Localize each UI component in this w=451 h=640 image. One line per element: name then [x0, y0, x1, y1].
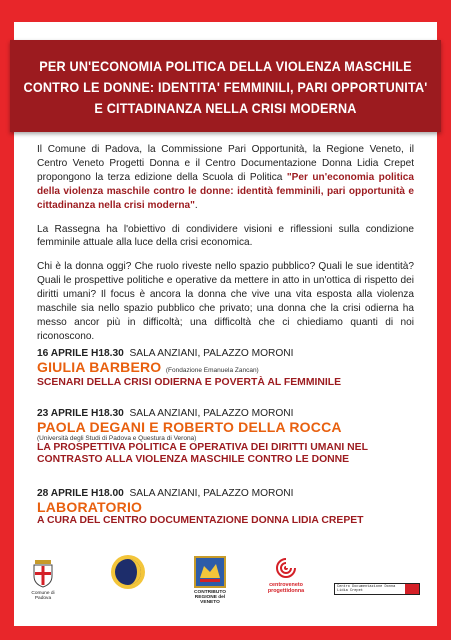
regione-caption: CONTRIBUTO REGIONE del VENETO [194, 590, 226, 605]
event-speaker: LABORATORIO [37, 499, 143, 515]
comune-caption: Comune di Padova [31, 591, 55, 601]
event-place: SALA ANZIANI, PALAZZO MORONI [129, 488, 294, 499]
event-date-line [37, 408, 417, 419]
event-2 [37, 408, 417, 466]
event-speaker: PAOLA DEGANI E ROBERTO DELLA ROCCA [37, 419, 342, 435]
crepet-logo [334, 583, 420, 595]
comune-crest-icon [30, 558, 56, 588]
event-date-line [37, 488, 417, 499]
event-place: SALA ANZIANI, PALAZZO MORONI [129, 348, 294, 359]
centroveneto-icon [274, 556, 298, 580]
event-affiliation: (Università degli Studi di Padova e Questura di Verona) [37, 435, 197, 442]
event-1 [37, 348, 417, 389]
regione-veneto-icon [194, 556, 226, 588]
pari-opportunita-icon [110, 554, 146, 590]
crepet-caption: Centro Documentazione Donna Lidia Crepet [337, 585, 396, 594]
intro-part1: Il Comune di Padova, la Commissione Pari Opportunità, la Regione Veneto, il Centro Veneto Progetti Donna e il Centro Documentazione Donna Lidia Crepet propongono la terza edizione della Scuola di Politica [37, 144, 414, 183]
poster-title: PER UN'ECONOMIA POLITICA DELLA VIOLENZA MASCHILE CONTRO LE DONNE: IDENTITA' FEMMINILI, PARI OPPORTUNITA' E CITTADINANZA NELLA CRISI MODERNA [23, 59, 428, 116]
intro-text [37, 143, 414, 354]
event-affiliation: (Fondazione Emanuela Zancan) [165, 367, 259, 374]
crepet-red-block [405, 584, 419, 594]
event-3 [37, 488, 417, 527]
event-title: LA PROSPETTIVA POLITICA E OPERATIVA DEI DIRITTI UMANI NEL CONTRASTO ALLA VIOLENZA MASCHILE CONTRO LE DONNE [37, 442, 368, 465]
event-title: SCENARI DELLA CRISI ODIERNA E POVERTÀ AL FEMMINILE [37, 377, 342, 388]
intro-part2: . [194, 199, 198, 211]
event-date: 16 APRILE H18.30 [37, 348, 124, 359]
centroveneto-caption: centroveneto progettidonna [267, 582, 305, 594]
event-title: A CURA DEL CENTRO DOCUMENTAZIONE DONNA LIDIA CREPET [37, 515, 364, 526]
event-date: 23 APRILE H18.30 [37, 408, 124, 419]
paragraph-3: Chi è la donna oggi? Che ruolo riveste nello spazio pubblico? Quali le sue identità? Quali le prospettive politiche e operative da mettere in atto in un'ottica di rispetto dei diritti umani? Il focus è ancora la donna che vive una vita esposta alla violenza maschile sia nello spazio pubblico che privato; una donna che la crisi odierna ha messo ancor più in difficoltà; una difficoltà che ci chiediamo quanti di noi riconoscono. [37, 261, 414, 342]
paragraph-2: La Rassegna ha l'obiettivo di condividere visioni e riflessioni sulla condizione femminile attuale alla luce della crisi economica. [37, 223, 414, 249]
speaker-line [37, 359, 417, 377]
sponsor-logos [22, 548, 422, 618]
event-date-line [37, 348, 417, 359]
event-date: 28 APRILE H18.00 [37, 488, 124, 499]
event-speaker: GIULIA BARBERO [37, 359, 162, 375]
intro-highlight: "Per un'economia politica della violenza maschile contro le donne: identità femminili, pari opportunità e cittadinanza nella crisi moderna" [37, 171, 414, 211]
event-place: SALA ANZIANI, PALAZZO MORONI [129, 408, 294, 419]
intro-paragraph [37, 143, 414, 213]
